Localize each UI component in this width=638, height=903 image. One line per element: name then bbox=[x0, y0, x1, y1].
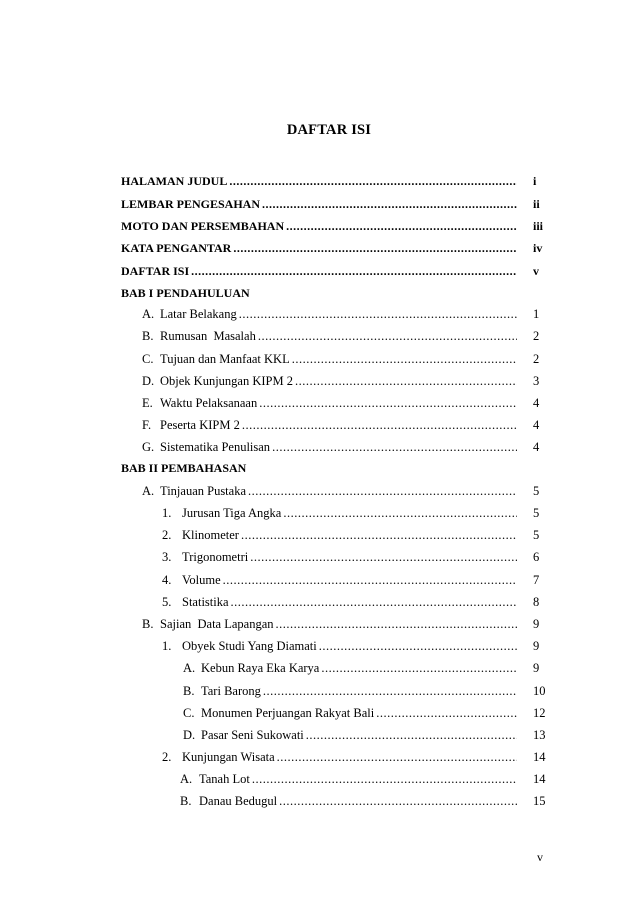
toc-entry-number: D. bbox=[142, 374, 155, 388]
toc-page-number: 15 bbox=[533, 794, 546, 808]
toc-entry-number: 2. bbox=[162, 528, 172, 542]
toc-entry-klinometer[interactable] bbox=[162, 528, 517, 546]
toc-entry-number: B. bbox=[142, 617, 154, 631]
toc-entry-danau-bedugul[interactable] bbox=[180, 794, 517, 812]
toc-page-number: i bbox=[533, 174, 537, 188]
toc-entry-sistematika-penulisan[interactable] bbox=[142, 440, 517, 458]
toc-entry-label: Klinometer bbox=[182, 528, 239, 542]
toc-entry-number: 3. bbox=[162, 550, 172, 564]
toc-entry-number: F. bbox=[142, 418, 152, 432]
toc-entry-daftar-isi[interactable] bbox=[121, 264, 517, 282]
toc-page-number: 4 bbox=[533, 440, 540, 454]
toc-page-number: 12 bbox=[533, 706, 546, 720]
footer-page-number: v bbox=[537, 850, 543, 864]
toc-entry-label: KATA PENGANTAR bbox=[121, 241, 232, 255]
toc-entry-label: Tinjauan Pustaka bbox=[160, 484, 246, 498]
toc-entry-label: MOTO DAN PERSEMBAHAN bbox=[121, 219, 285, 233]
toc-page-number: 5 bbox=[533, 484, 540, 498]
toc-entry-objek-kunjungan[interactable] bbox=[142, 374, 517, 392]
toc-entry-number: A. bbox=[180, 772, 193, 786]
toc-page-number: 2 bbox=[533, 329, 540, 343]
toc-entry-label: Waktu Pelaksanaan bbox=[160, 396, 258, 410]
toc-entry-number: A. bbox=[142, 484, 155, 498]
toc-entry-trigonometri[interactable] bbox=[162, 550, 517, 568]
toc-entry-number: 4. bbox=[162, 573, 172, 587]
toc-entry-label: Volume bbox=[182, 573, 221, 587]
toc-entry-number: C. bbox=[183, 706, 195, 720]
toc-entry-volume[interactable] bbox=[162, 573, 517, 591]
toc-page-number: 5 bbox=[533, 506, 540, 520]
dot-leader bbox=[258, 329, 517, 344]
toc-entry-pasar-seni[interactable] bbox=[183, 728, 517, 746]
dot-leader bbox=[262, 197, 517, 212]
toc-entry-number: B. bbox=[142, 329, 154, 343]
dot-leader bbox=[276, 617, 518, 632]
toc-entry-waktu-pelaksanaan[interactable] bbox=[142, 396, 517, 414]
toc-entry-number: E. bbox=[142, 396, 153, 410]
toc-entry-sajian-data-lapangan[interactable] bbox=[142, 617, 517, 635]
toc-entry-number: B. bbox=[180, 794, 192, 808]
toc-page-number: 14 bbox=[533, 750, 546, 764]
toc-entry-tujuan-dan-manfaat[interactable] bbox=[142, 352, 517, 370]
page-title: DAFTAR ISI bbox=[286, 122, 372, 138]
toc-page-number: iii bbox=[533, 219, 544, 233]
dot-leader bbox=[233, 241, 517, 256]
toc-page-number: 3 bbox=[533, 374, 540, 388]
toc-page-number: 14 bbox=[533, 772, 546, 786]
toc-entry-kata-pengantar[interactable] bbox=[121, 241, 517, 259]
toc-entry-number: B. bbox=[183, 684, 195, 698]
toc-entry-number: 1. bbox=[162, 506, 172, 520]
toc-entry-label: Trigonometri bbox=[182, 550, 249, 564]
dot-leader bbox=[231, 595, 517, 610]
toc-entry-label: Latar Belakang bbox=[160, 307, 237, 321]
toc-page-number: 2 bbox=[533, 352, 540, 366]
toc-entry-peserta-kipm[interactable] bbox=[142, 418, 517, 436]
toc-entry-label: Kunjungan Wisata bbox=[182, 750, 275, 764]
dot-leader bbox=[295, 374, 517, 389]
toc-entry-label: Sistematika Penulisan bbox=[160, 440, 271, 454]
dot-leader bbox=[319, 639, 517, 654]
toc-page-number: 7 bbox=[533, 573, 540, 587]
toc-entry-label: Peserta KIPM 2 bbox=[160, 418, 240, 432]
dot-leader bbox=[242, 418, 517, 433]
toc-entry-tari-barong[interactable] bbox=[183, 684, 517, 702]
toc-entry-label: Objek Kunjungan KIPM 2 bbox=[160, 374, 293, 388]
toc-entry-label: DAFTAR ISI bbox=[121, 264, 190, 278]
toc-page-number: 6 bbox=[533, 550, 540, 564]
toc-page-number: iv bbox=[533, 241, 543, 255]
toc-entry-tinjauan-pustaka[interactable] bbox=[142, 484, 517, 502]
toc-page-number: 9 bbox=[533, 661, 540, 675]
toc-entry-label: Tanah Lot bbox=[199, 772, 250, 786]
toc-entry-number: D. bbox=[183, 728, 196, 742]
toc-page-number: 4 bbox=[533, 418, 540, 432]
toc-entry-label: Obyek Studi Yang Diamati bbox=[182, 639, 317, 653]
toc-entry-label: Monumen Perjuangan Rakyat Bali bbox=[201, 706, 375, 720]
toc-page-number: ii bbox=[533, 197, 540, 211]
toc-entry-number: G. bbox=[142, 440, 155, 454]
dot-leader bbox=[252, 772, 517, 787]
dot-leader bbox=[248, 484, 517, 499]
toc-page-number: v bbox=[533, 264, 539, 278]
toc-entry-label: Tujuan dan Manfaat KKL bbox=[160, 352, 290, 366]
toc-entry-label: LEMBAR PENGESAHAN bbox=[121, 197, 261, 211]
toc-entry-kebun-raya[interactable] bbox=[183, 661, 517, 679]
dot-leader bbox=[279, 794, 517, 809]
dot-leader bbox=[376, 706, 517, 721]
toc-page-number: 9 bbox=[533, 639, 540, 653]
toc-entry-label: Pasar Seni Sukowati bbox=[201, 728, 304, 742]
toc-entry-kunjungan-wisata[interactable] bbox=[162, 750, 517, 768]
toc-entry-number: A. bbox=[183, 661, 196, 675]
dot-leader bbox=[191, 264, 517, 279]
dot-leader bbox=[286, 219, 517, 234]
toc-entry-number: 1. bbox=[162, 639, 172, 653]
toc-entry-obyek-studi[interactable] bbox=[162, 639, 517, 657]
toc-page-number: 4 bbox=[533, 396, 540, 410]
toc-entry-halaman-judul[interactable] bbox=[121, 174, 517, 192]
toc-entry-label: Tari Barong bbox=[201, 684, 261, 698]
dot-leader bbox=[229, 174, 517, 189]
dot-leader bbox=[250, 550, 517, 565]
toc-entry-number: 5. bbox=[162, 595, 172, 609]
dot-leader bbox=[292, 352, 517, 367]
dot-leader bbox=[241, 528, 517, 543]
toc-entry-label: Jurusan Tiga Angka bbox=[182, 506, 282, 520]
toc-entry-label: Statistika bbox=[182, 595, 229, 609]
dot-leader bbox=[306, 728, 517, 743]
toc-entry-jurusan-tiga-angka[interactable] bbox=[162, 506, 517, 524]
toc-entry-moto-dan-persembahan[interactable] bbox=[121, 219, 517, 237]
toc-page-number: 5 bbox=[533, 528, 540, 542]
chapter-heading-bab-1[interactable]: BAB I PENDAHULUAN bbox=[121, 286, 250, 300]
dot-leader bbox=[321, 661, 517, 676]
toc-entry-tanah-lot[interactable] bbox=[180, 772, 517, 790]
toc-entry-label: HALAMAN JUDUL bbox=[121, 174, 228, 188]
toc-entry-number: A. bbox=[142, 307, 155, 321]
toc-page-number: 9 bbox=[533, 617, 540, 631]
dot-leader bbox=[283, 506, 517, 521]
toc-entry-label: Sajian Data Lapangan bbox=[160, 617, 274, 631]
dot-leader bbox=[277, 750, 517, 765]
toc-entry-number: 2. bbox=[162, 750, 172, 764]
chapter-heading-bab-2[interactable]: BAB II PEMBAHASAN bbox=[121, 461, 247, 475]
dot-leader bbox=[272, 440, 517, 455]
toc-page-number: 13 bbox=[533, 728, 546, 742]
dot-leader bbox=[259, 396, 517, 411]
toc-entry-statistika[interactable] bbox=[162, 595, 517, 613]
toc-entry-latar-belakang[interactable] bbox=[142, 307, 517, 325]
toc-entry-number: C. bbox=[142, 352, 154, 366]
dot-leader bbox=[239, 307, 517, 322]
dot-leader bbox=[223, 573, 517, 588]
toc-page-number: 1 bbox=[533, 307, 540, 321]
dot-leader bbox=[263, 684, 517, 699]
toc-page-number: 8 bbox=[533, 595, 540, 609]
toc-entry-label: Kebun Raya Eka Karya bbox=[201, 661, 320, 675]
toc-entry-label: Danau Bedugul bbox=[199, 794, 278, 808]
toc-entry-rumusan-masalah[interactable] bbox=[142, 329, 517, 347]
toc-entry-lembar-pengesahan[interactable] bbox=[121, 197, 517, 215]
toc-entry-monumen-perjuangan[interactable] bbox=[183, 706, 517, 724]
toc-entry-label: Rumusan Masalah bbox=[160, 329, 256, 343]
toc-page-number: 10 bbox=[533, 684, 546, 698]
